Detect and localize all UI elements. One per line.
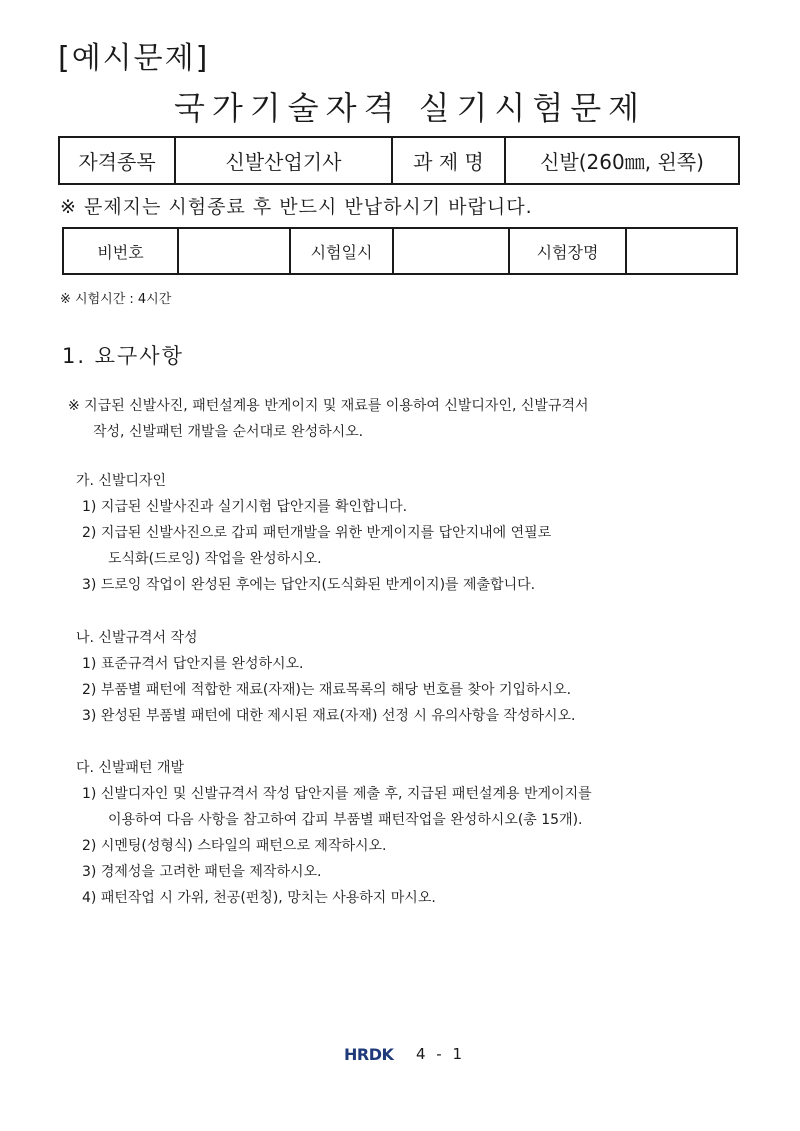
list-item: 1) 신발디자인 및 신발규격서 작성 답안지를 제출 후, 지급된 패턴설계용 반게이지를 <box>82 786 592 802</box>
intro-text-line: ※ 지급된 신발사진, 패턴설계용 반게이지 및 재료를 이용하여 신발디자인, 신발규격서 <box>68 398 589 414</box>
part-a-heading: 가. 신발디자인 <box>76 473 167 489</box>
part-c-heading: 다. 신발패턴 개발 <box>76 760 185 776</box>
page-title: 국가기술자격 실기시험문제 <box>173 89 647 127</box>
hrdk-logo-text: HRDK <box>344 1045 394 1063</box>
part-b-heading: 나. 신발규격서 작성 <box>76 630 198 646</box>
exam-venue-field[interactable] <box>626 228 737 274</box>
list-item: 2) 부품별 패턴에 적합한 재료(자재)는 재료목록의 해당 번호를 찾아 기입하시오. <box>82 682 572 698</box>
list-item: 도식화(드로잉) 작업을 완성하시오. <box>108 551 322 567</box>
qualification-table <box>58 136 740 185</box>
exam-venue-label: 시험장명 <box>509 228 626 274</box>
candidate-id-label: 비번호 <box>63 228 178 274</box>
section-title: 1. 요구사항 <box>62 344 184 368</box>
page-number: 4 - 1 <box>416 1045 466 1063</box>
hrdk-logo <box>344 1045 404 1063</box>
qualification-label: 자격종목 <box>59 137 175 184</box>
exam-info-table <box>62 227 738 275</box>
list-item: 3) 완성된 부품별 패턴에 대한 제시된 재료(자재) 선정 시 유의사항을 작성하시오. <box>82 708 576 724</box>
intro-text-line: 작성, 신발패턴 개발을 순서대로 완성하시오. <box>93 424 364 440</box>
qualification-value: 신발산업기사 <box>175 137 392 184</box>
list-item: 4) 패턴작업 시 가위, 천공(펀칭), 망치는 사용하지 마시오. <box>82 890 436 906</box>
exam-date-label: 시험일시 <box>290 228 393 274</box>
list-item: 2) 지급된 신발사진으로 갑피 패턴개발을 위한 반게이지를 답안지내에 연필로 <box>82 525 552 541</box>
exam-duration: ※ 시험시간 : 4시간 <box>60 292 172 307</box>
return-notice: ※ 문제지는 시험종료 후 반드시 반납하시기 바랍니다. <box>60 196 533 218</box>
exam-date-field[interactable] <box>393 228 509 274</box>
list-item: 3) 드로잉 작업이 완성된 후에는 답안지(도식화된 반게이지)를 제출합니다. <box>82 577 536 593</box>
list-item: 1) 지급된 신발사진과 실기시험 답안지를 확인합니다. <box>82 499 408 515</box>
candidate-id-field[interactable] <box>178 228 290 274</box>
list-item: 2) 시멘팅(성형식) 스타일의 패턴으로 제작하시오. <box>82 838 387 854</box>
task-value: 신발(260㎜, 왼쪽) <box>505 137 739 184</box>
list-item: 3) 경제성을 고려한 패턴을 제작하시오. <box>82 864 322 880</box>
list-item: 1) 표준규격서 답안지를 완성하시오. <box>82 656 304 672</box>
page-footer <box>344 1045 465 1063</box>
exam-tag: [예시문제] <box>58 41 210 76</box>
task-label: 과 제 명 <box>392 137 505 184</box>
list-item: 이용하여 다음 사항을 참고하여 갑피 부품별 패턴작업을 완성하시오(총 15개). <box>108 812 583 828</box>
